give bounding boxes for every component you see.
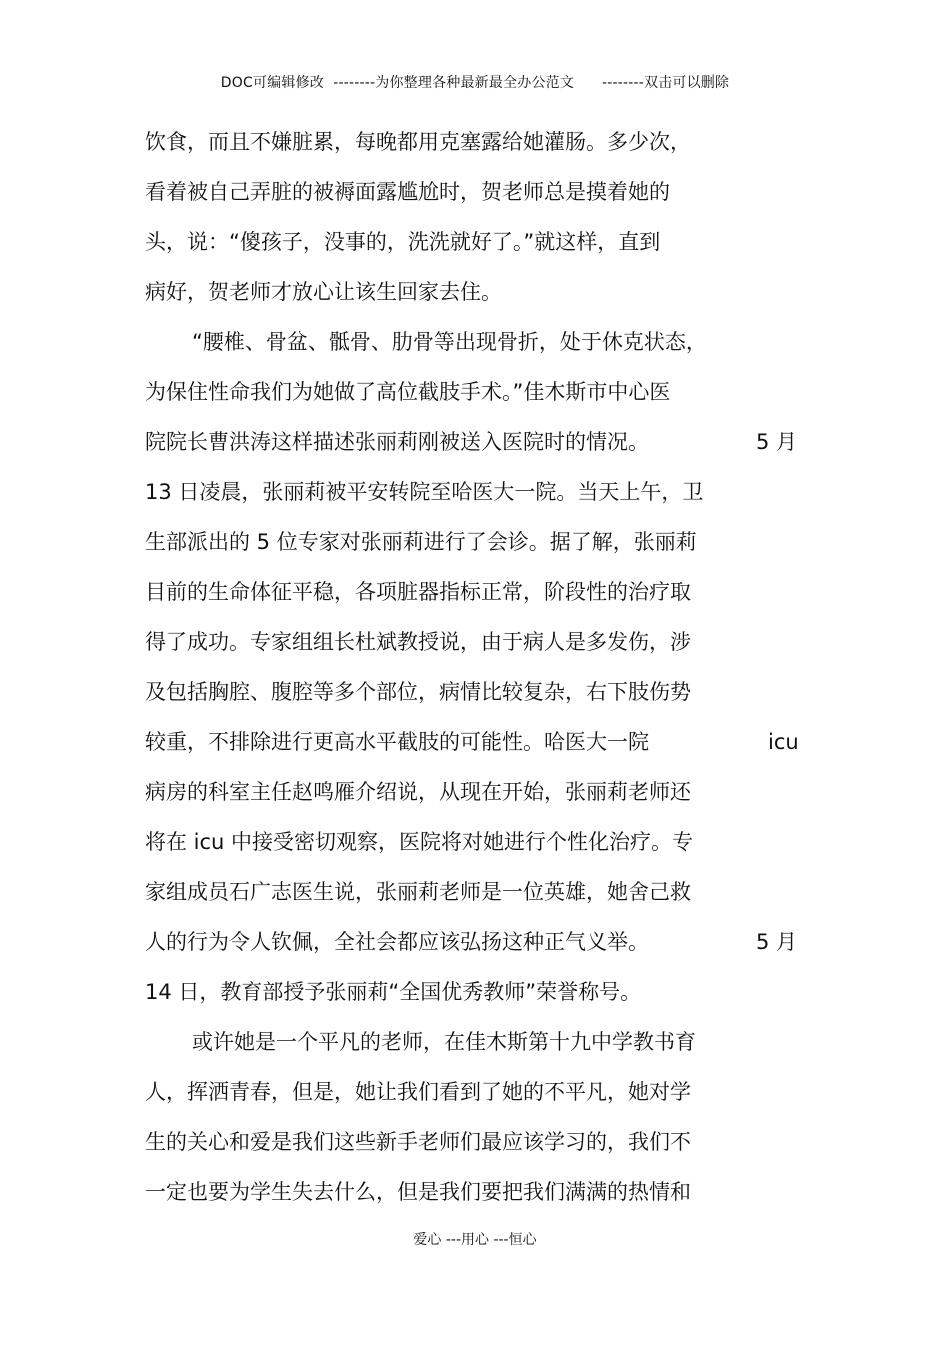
body-line-12: 及包括胸腔、腹腔等多个部位，病情比较复杂，右下肢伤势 [145, 680, 691, 704]
date-fragment-may-2: 5 月 [756, 930, 798, 954]
body-line-17: 人的行为令人钦佩，全社会都应该弘扬这种正气义举。 [145, 930, 649, 954]
body-line-21: 生的关心和爱是我们这些新手老师们最应该学习的，我们不 [145, 1130, 691, 1154]
body-line-2: 看着被自己弄脏的被褥面露尴尬时，贺老师总是摸着她的 [145, 180, 670, 204]
body-line-10: 目前的生命体征平稳，各项脏器指标正常，阶段性的治疗取 [145, 580, 691, 604]
body-line-14: 病房的科室主任赵鸣雁介绍说，从现在开始，张丽莉老师还 [145, 780, 691, 804]
body-line-22: 一定也要为学生失去什么，但是我们要把我们满满的热情和 [145, 1180, 691, 1204]
body-line-15: 将在 icu 中接受密切观察，医院将对她进行个性化治疗。专 [145, 830, 694, 854]
body-line-13: 较重，不排除进行更高水平截肢的可能性。哈医大一院 [145, 730, 649, 754]
body-line-20: 人，挥洒青春，但是，她让我们看到了她的不平凡，她对学 [145, 1080, 691, 1104]
body-line-9: 生部派出的 5 位专家对张丽莉进行了会诊。据了解，张丽莉 [145, 530, 697, 554]
body-line-16: 家组成员石广志医生说，张丽莉老师是一位英雄，她舍己救 [145, 880, 691, 904]
body-line-1: 饮食，而且不嫌脏累，每晚都用克塞露给她灌肠。多少次， [145, 130, 691, 154]
body-line-4: 病好，贺老师才放心让该生回家去住。 [145, 280, 502, 304]
body-line-3: 头，说：“傻孩子，没事的，洗洗就好了。”就这样，直到 [145, 230, 661, 254]
body-line-18: 14 日，教育部授予张丽莉“全国优秀教师”荣誉称号。 [145, 980, 642, 1004]
body-line-19: 或许她是一个平凡的老师，在佳木斯第十九中学教书育 [192, 1030, 696, 1054]
page-footer: 爱心 ---用心 ---恒心 [413, 1232, 537, 1248]
body-line-8: 13 日凌晨，张丽莉被平安转院至哈医大一院。当天上午，卫 [145, 480, 704, 504]
body-line-11: 得了成功。专家组组长杜斌教授说，由于病人是多发伤，涉 [145, 630, 691, 654]
icu-fragment: icu [768, 730, 799, 754]
body-line-7: 院院长曹洪涛这样描述张丽莉刚被送入医院时的情况。 [145, 430, 649, 454]
date-fragment-may-1: 5 月 [756, 430, 798, 454]
body-line-5: “腰椎、骨盆、骶骨、肋骨等出现骨折，处于休克状态， [192, 330, 707, 354]
page-header: DOC可编辑修改 --------为你整理各种最新最全办公范文 --------双击可以删除 [220, 75, 730, 91]
body-line-6: 为保住性命我们为她做了高位截肢手术。”佳木斯市中心医 [145, 380, 671, 404]
